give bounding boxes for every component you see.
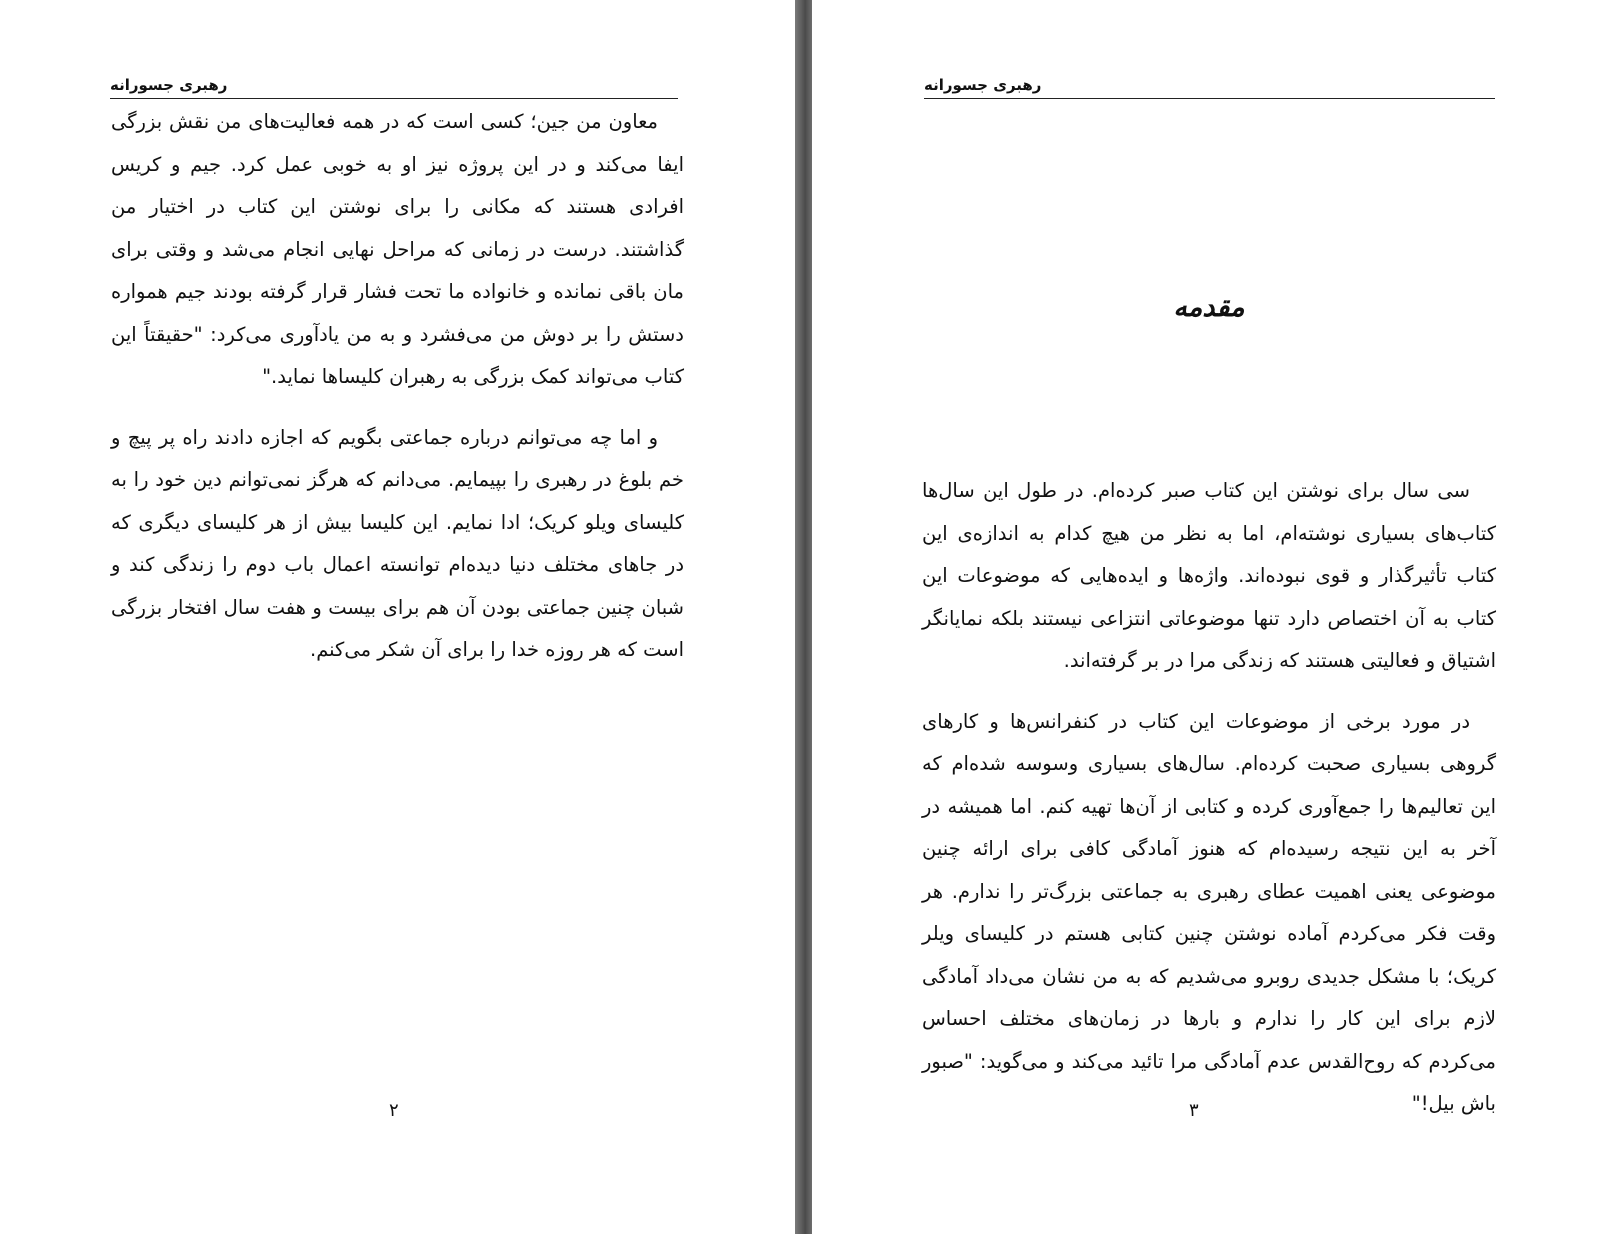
header-title: رهبری جسورانه: [110, 76, 228, 94]
running-header: [110, 70, 678, 99]
running-header: [924, 70, 1495, 99]
paragraph: سی سال برای نوشتن این کتاب صبر کرده‌ام. در طول این سال‌ها کتاب‌های بسیاری نوشته‌ام، اما به نظر من هیچ کدام به اندازه‌ی این کتاب تأثیرگذار و قوی نبوده‌اند. واژه‌ها و ایده‌هایی که موضوعات این کتاب به آن اختصاص دارد تنها موضوعاتی انتزاعی نیستند بلکه نمایانگر اشتیاق و فعالیتی هستند که زندگی مرا در بر گرفته‌اند.: [922, 479, 1496, 672]
left-page: [0, 0, 795, 1234]
book-spine: [795, 0, 812, 1234]
paragraph: و اما چه می‌توانم درباره جماعتی بگویم که اجازه دادند راه پر پیچ و خم بلوغ در رهبری را بپیمایم. می‌دانم که هرگز نمی‌توانم دین خود را به کلیسای ویلو کریک؛ ادا نمایم. این کلیسا بیش از هر کلیسای دیگری که در جاهای مختلف دنیا دیده‌ام توانسته اعمال باب دوم را زندگی کند و شبان چنین جماعتی بودن آن هم برای بیست و هفت سال افتخار بزرگی است که هر روزه خدا را برای آن شکر می‌کنم.: [111, 425, 684, 661]
chapter-title: مقدمه: [1173, 292, 1245, 323]
page-number: ۳: [1189, 1100, 1199, 1121]
body-text: [922, 470, 1496, 1126]
page-number: ۲: [389, 1100, 399, 1121]
body-text: [111, 101, 684, 672]
header-title: رهبری جسورانه: [924, 76, 1042, 94]
right-page: [812, 0, 1606, 1234]
paragraph: در مورد برخی از موضوعات این کتاب در کنفرانس‌ها و کارهای گروهی بسیاری صحبت کرده‌ام. سال‌های بسیاری وسوسه شده‌ام که این تعالیم‌ها را جمع‌آوری کرده و کتابی از آن‌ها تهیه کنم. اما همیشه در آخر به این نتیجه رسیده‌ام که هنوز آمادگی کافی برای ارائه چنین موضوعی یعنی اهمیت عطای رهبری به جماعتی بزرگ‌تر را ندارم. هر وقت فکر می‌کردم آماده نوشتن چنین کتابی هستم در کلیسای ویلر کریک؛ با مشکل جدیدی روبرو می‌شدیم که به من نشان می‌داد آمادگی لازم برای این کار را ندارم و بارها در زمان‌های مختلف احساس می‌کردم که روح‌القدس عدم آمادگی مرا تائید می‌کند و می‌گوید: "صبور باش بیل!": [922, 709, 1496, 1115]
paragraph: معاون من جین؛ کسی است که در همه فعالیت‌های من نقش بزرگی ایفا می‌کند و در این پروژه نیز او به خوبی عمل کرد. جیم و کریس افرادی هستند که مکانی را برای نوشتن این کتاب در اختیار من گذاشتند. درست در زمانی که مراحل نهایی انجام می‌شد و وقتی برای مان باقی نمانده و خانواده ما تحت فشار قرار گرفته بودند جیم همواره دستش را بر دوش من می‌فشرد و به من یادآوری می‌کرد: "حقیقتاً این کتاب می‌تواند کمک بزرگی به رهبران کلیساها نماید.": [111, 110, 684, 388]
